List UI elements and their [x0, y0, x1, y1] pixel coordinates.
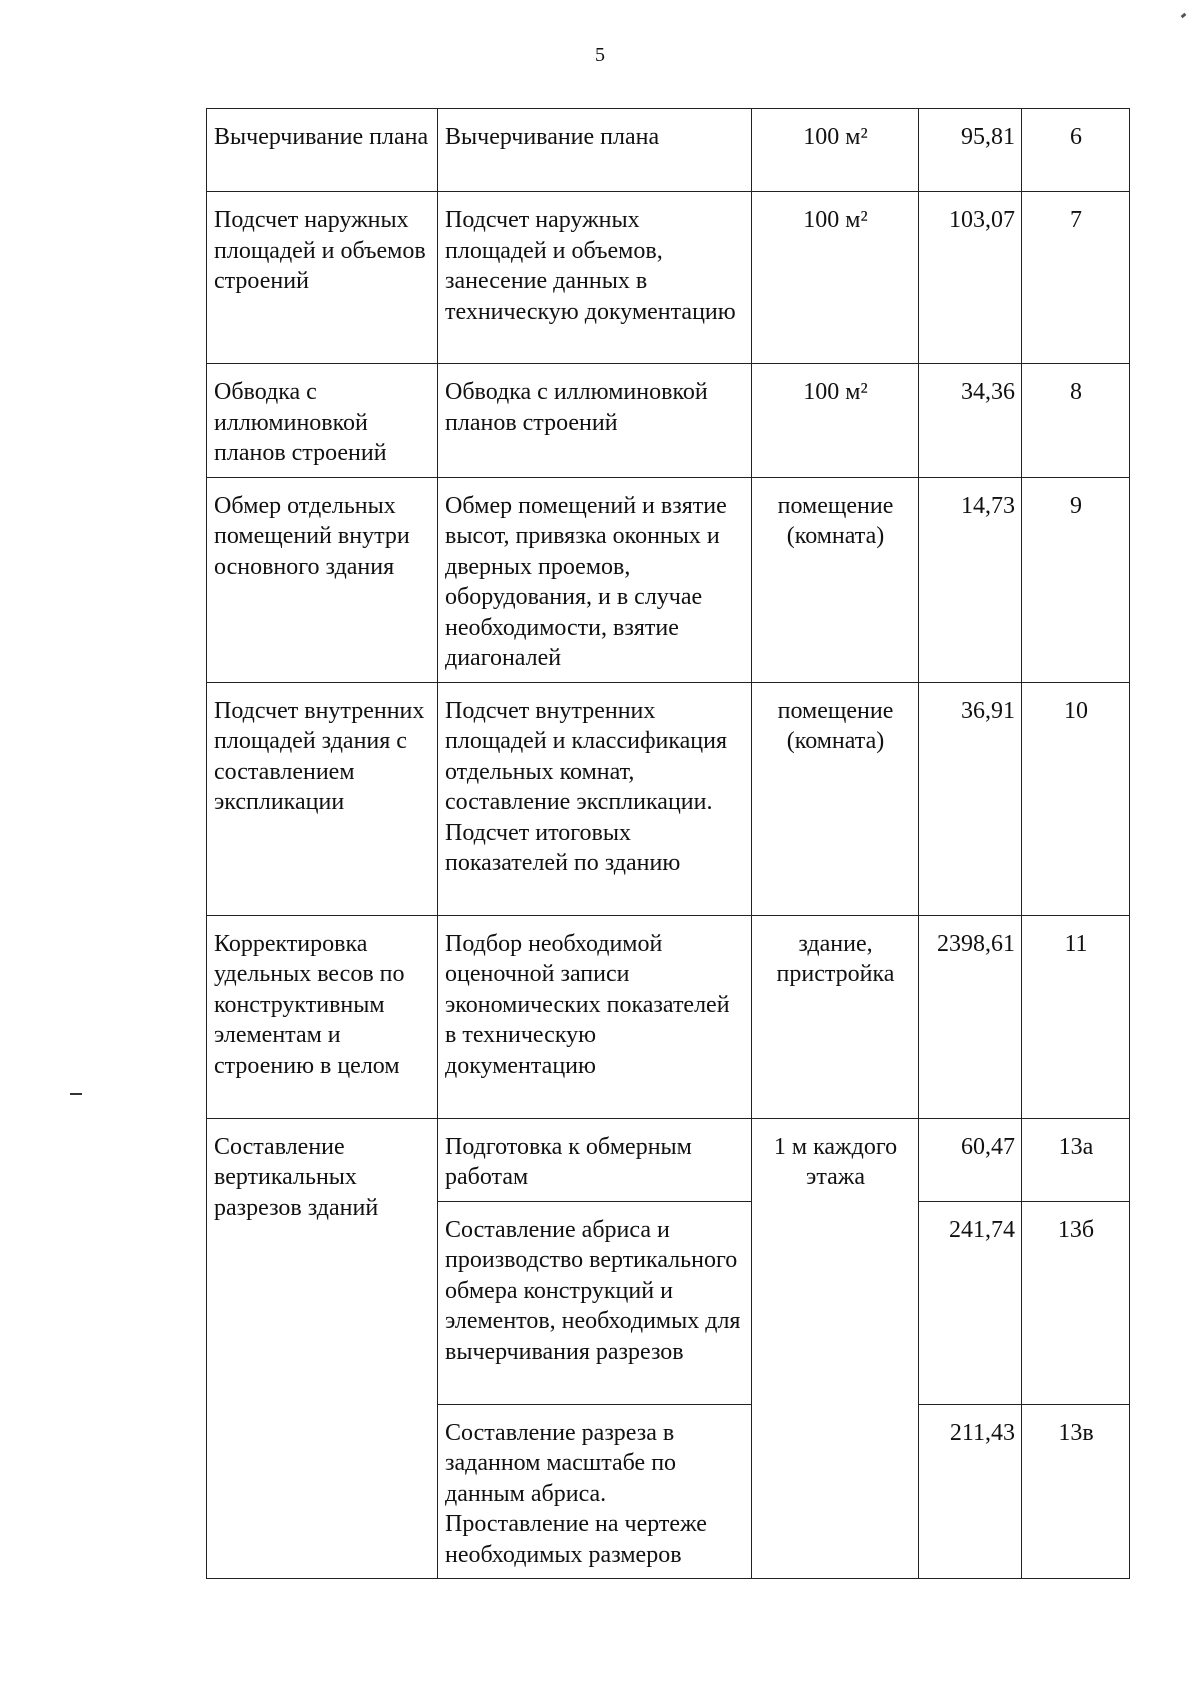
work-content-cell: Подбор необходимой оценочной записи экономических показателей в техническую документацию: [438, 915, 752, 1118]
work-name-cell: Обмер отдельных помещений внутри основного здания: [207, 477, 438, 682]
item-number-cell: 6: [1022, 109, 1130, 192]
item-number-cell: 7: [1022, 192, 1130, 364]
work-name-cell: Подсчет наружных площадей и объемов строений: [207, 192, 438, 364]
value-cell: 14,73: [919, 477, 1022, 682]
table-row: [207, 1118, 1130, 1201]
page-number: 5: [595, 44, 605, 66]
item-number-cell: 13а: [1022, 1118, 1130, 1201]
unit-cell: помещение (комната): [752, 682, 919, 915]
value-cell: 2398,61: [919, 915, 1022, 1118]
work-name-cell: Обводка с иллюминовкой планов строений: [207, 364, 438, 478]
scan-mark: [1181, 13, 1187, 19]
work-content-cell: Обмер помещений и взятие высот, привязка оконных и дверных проемов, оборудования, и в случае необходимости, взятие диагоналей: [438, 477, 752, 682]
value-cell: 211,43: [919, 1404, 1022, 1579]
work-name-cell: Корректировка удельных весов по конструктивным элементам и строению в целом: [207, 915, 438, 1118]
value-cell: 60,47: [919, 1118, 1022, 1201]
value-cell: 241,74: [919, 1201, 1022, 1404]
item-number-cell: 8: [1022, 364, 1130, 478]
unit-cell: помещение (комната): [752, 477, 919, 682]
work-content-cell: Составление абриса и производство вертикального обмера конструкций и элементов, необходимых для вычерчивания разрезов: [438, 1201, 752, 1404]
unit-cell: 100 м²: [752, 364, 919, 478]
table-row: [207, 682, 1130, 915]
value-cell: 36,91: [919, 682, 1022, 915]
item-number-cell: 13б: [1022, 1201, 1130, 1404]
item-number-cell: 11: [1022, 915, 1130, 1118]
unit-cell: 1 м каждого этажа: [752, 1118, 919, 1579]
work-content-cell: Подсчет наружных площадей и объемов, занесение данных в техническую документацию: [438, 192, 752, 364]
value-cell: 34,36: [919, 364, 1022, 478]
table-row: [207, 109, 1130, 192]
work-name-cell: Составление вертикальных разрезов зданий: [207, 1118, 438, 1579]
table-row: [207, 915, 1130, 1118]
work-content-cell: Составление разреза в заданном масштабе по данным абриса. Проставление на чертеже необходимых размеров: [438, 1404, 752, 1579]
table-row: [207, 192, 1130, 364]
table-row: [207, 477, 1130, 682]
item-number-cell: 13в: [1022, 1404, 1130, 1579]
unit-cell: 100 м²: [752, 192, 919, 364]
unit-cell: здание, пристройка: [752, 915, 919, 1118]
item-number-cell: 10: [1022, 682, 1130, 915]
table-row: [207, 364, 1130, 478]
work-content-cell: Вычерчивание плана: [438, 109, 752, 192]
work-rates-table: [206, 108, 1130, 1579]
item-number-cell: 9: [1022, 477, 1130, 682]
work-name-cell: Подсчет внутренних площадей здания с составлением экспликации: [207, 682, 438, 915]
value-cell: 103,07: [919, 192, 1022, 364]
value-cell: 95,81: [919, 109, 1022, 192]
work-content-cell: Обводка с иллюминовкой планов строений: [438, 364, 752, 478]
work-name-cell: Вычерчивание плана: [207, 109, 438, 192]
unit-cell: 100 м²: [752, 109, 919, 192]
work-content-cell: Подготовка к обмерным работам: [438, 1118, 752, 1201]
work-content-cell: Подсчет внутренних площадей и классификация отдельных комнат, составление экспликации. Подсчет итоговых показателей по зданию: [438, 682, 752, 915]
scan-mark: [70, 1093, 82, 1095]
